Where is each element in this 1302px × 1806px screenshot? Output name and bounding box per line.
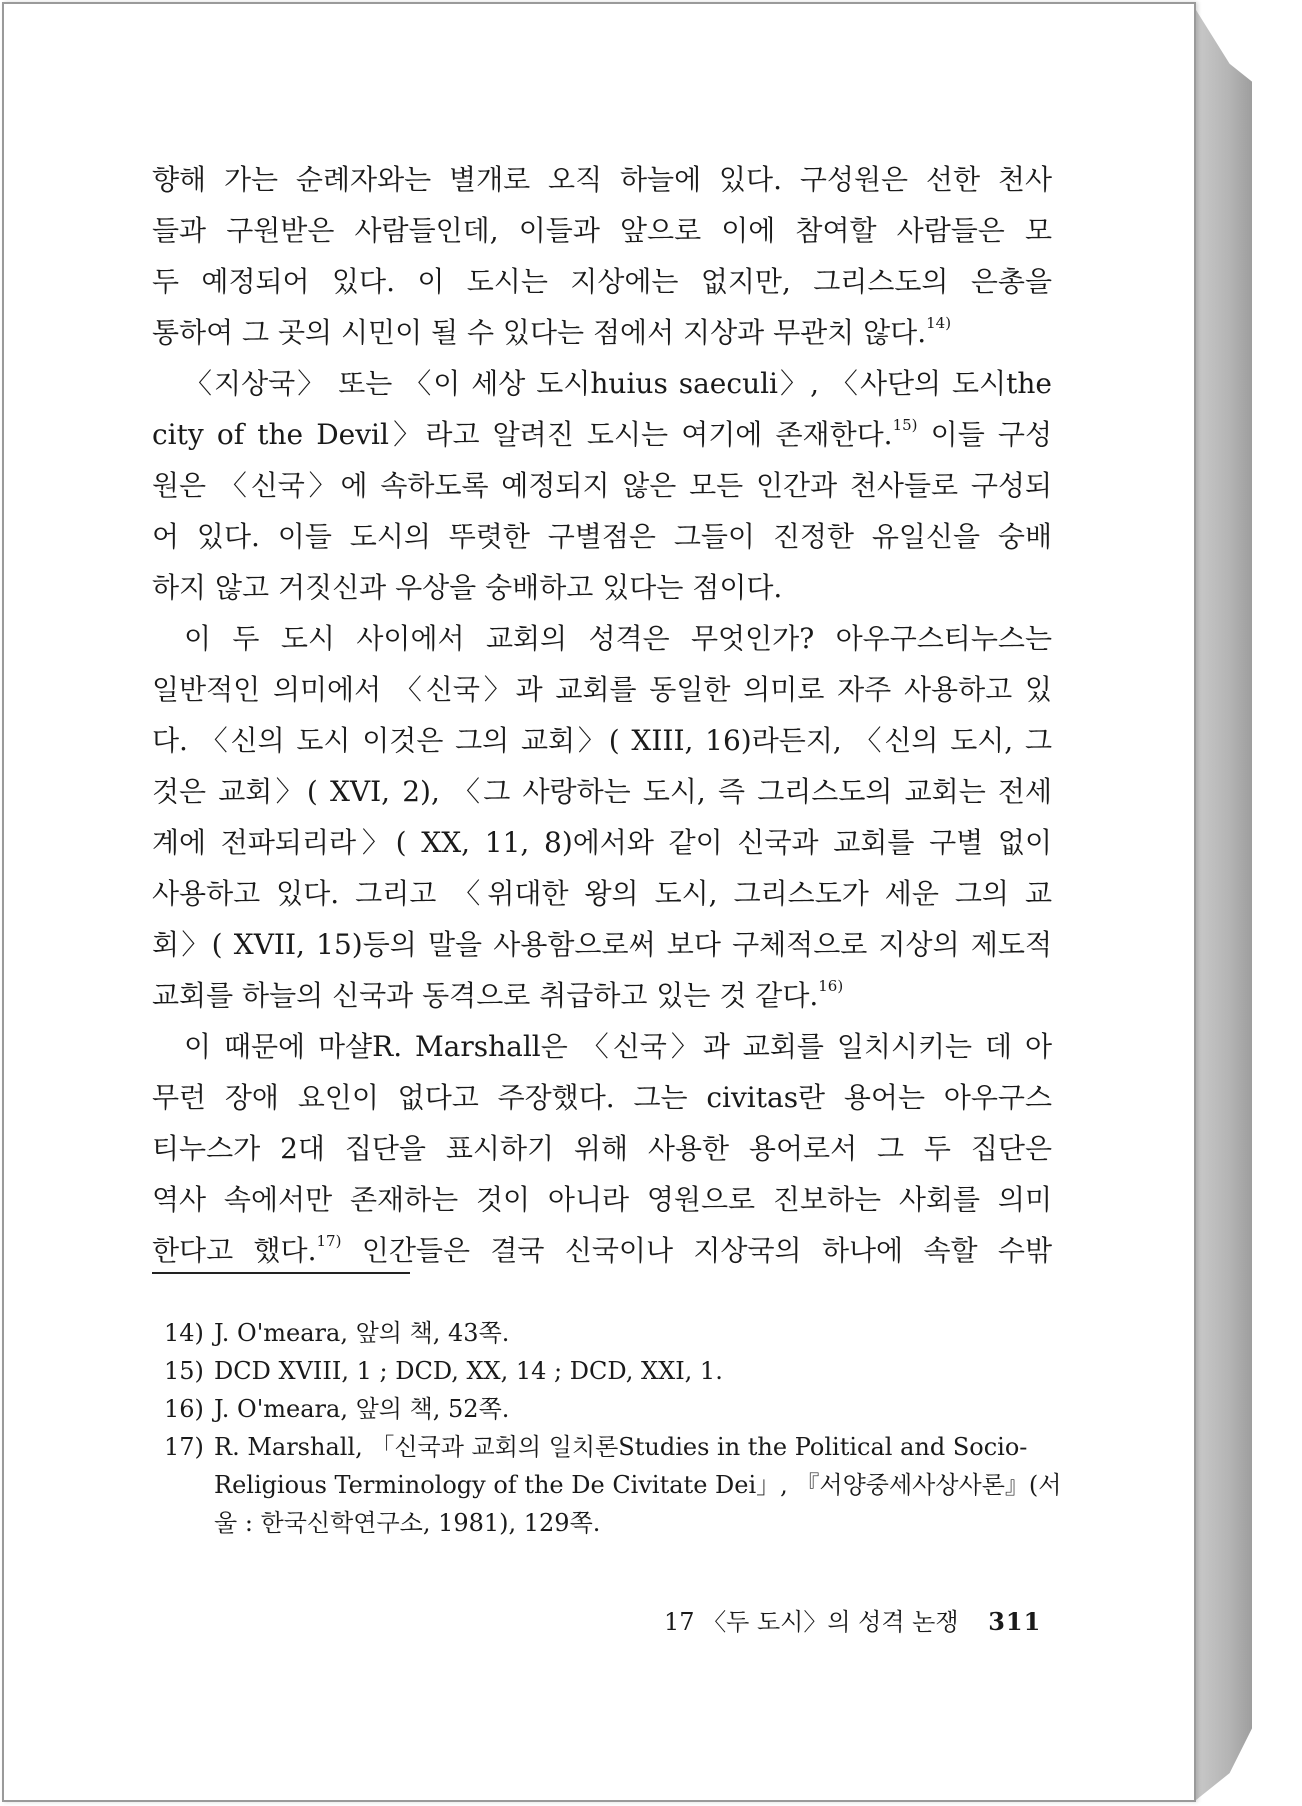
text-line: 한다고 했다.$^{17)}$ 인간들은 결국 신국이나 지상국의 하나에 속할 수밖 — [152, 1232, 1052, 1267]
text-line: 것은 교회〉( XVI, 2), 〈그 사랑하는 도시, 즉 그리스도의 교회는 전세 — [152, 775, 1053, 808]
footnote-ref-16: 16) — [818, 977, 844, 995]
page-number: 311 — [988, 1607, 1042, 1636]
footnote-17-continued: 울 : 한국신학연구소, 1981), 129쪽. — [214, 1509, 601, 1537]
text-line: 두 예정되어 있다. 이 도시는 지상에는 없지만, 그리스도의 은총을 — [152, 265, 1052, 298]
text-line: 이 때문에 마샬R. Marshall은 〈신국〉과 교회를 일치시키는 데 아 — [184, 1030, 1052, 1063]
main-text — [152, 154, 1052, 1276]
text-line: 향해 가는 순례자와는 별개로 오직 하늘에 있다. 구성원은 선한 천사 — [152, 163, 1052, 196]
footnote-14: 14) J. O'meara, 앞의 책, 43쪽. — [164, 1319, 510, 1347]
text-line: 일반적인 의미에서 〈신국〉과 교회를 동일한 의미로 자주 사용하고 있 — [152, 673, 1052, 706]
footnote-ref-14: 14) — [926, 314, 952, 332]
text-line: 역사 속에서만 존재하는 것이 아니라 영원으로 진보하는 사회를 의미 — [152, 1183, 1052, 1216]
footnote-17: 17) R. Marshall, 「신국과 교회의 일치론Studies in the Political and Socio- — [164, 1433, 1028, 1461]
text-line: 티누스가 2대 집단을 표시하기 위해 사용한 용어로서 그 두 집단은 — [152, 1132, 1052, 1165]
text-line: 어 있다. 이들 도시의 뚜렷한 구별점은 그들이 진정한 유일신을 숭배 — [152, 520, 1052, 553]
footnote-15: 15) DCD XVIII, 1 ; DCD, XX, 14 ; DCD, XXI, 1. — [164, 1357, 723, 1385]
running-footer — [664, 1602, 1042, 1637]
chapter-title: 〈두 도시〉의 성격 논쟁 — [702, 1608, 959, 1636]
footnote-ref-15: 15) — [892, 416, 918, 434]
text-line: 이 두 도시 사이에서 교회의 성격은 무엇인가? 아우구스티누스는 — [184, 622, 1052, 655]
text-line: 계에 전파되리라〉( XX, 11, 8)에서와 같이 신국과 교회를 구별 없이 — [152, 826, 1052, 859]
text-line: 하지 않고 거짓신과 우상을 숭배하고 있다는 점이다. — [152, 571, 783, 604]
text-line: 〈지상국〉 또는 〈이 세상 도시huius saeculi〉, 〈사단의 도시the — [184, 367, 1052, 400]
footnote-separator — [152, 1272, 410, 1274]
book-page — [2, 2, 1196, 1802]
chapter-number: 17 — [664, 1608, 695, 1636]
text-line: 다. 〈신의 도시 이것은 그의 교회〉( XIII, 16)라든지, 〈신의 도시, 그 — [152, 724, 1052, 757]
text-line: city of the Devil〉라고 알려진 도시는 여기에 존재한다.$^{15)}$ 이들 구성 — [152, 416, 1052, 451]
text-line: 교회를 하늘의 신국과 동격으로 취급하고 있는 것 같다.$^{16)}$ — [152, 977, 844, 1012]
footnote-ref-17: 17) — [316, 1232, 342, 1250]
footnote-16: 16) J. O'meara, 앞의 책, 52쪽. — [164, 1395, 510, 1423]
footnotes — [164, 1314, 1084, 1542]
text-line: 회〉( XVII, 15)등의 말을 사용함으로써 보다 구체적으로 지상의 제도적 — [152, 928, 1052, 961]
text-line: 무런 장애 요인이 없다고 주장했다. 그는 civitas란 용어는 아우구스 — [152, 1081, 1052, 1114]
text-line: 들과 구원받은 사람들인데, 이들과 앞으로 이에 참여할 사람들은 모 — [152, 214, 1052, 247]
text-line: 사용하고 있다. 그리고 〈위대한 왕의 도시, 그리스도가 세운 그의 교 — [152, 877, 1052, 910]
page-stack-edge — [1196, 10, 1252, 1800]
text-line: 통하여 그 곳의 시민이 될 수 있다는 점에서 지상과 무관치 않다.$^{14)}$ — [152, 314, 952, 349]
text-line: 원은 〈신국〉에 속하도록 예정되지 않은 모든 인간과 천사들로 구성되 — [152, 469, 1052, 502]
footnote-17-continued: Religious Terminology of the De Civitate Dei」, 『서양중세사상사론』(서 — [214, 1471, 1062, 1499]
